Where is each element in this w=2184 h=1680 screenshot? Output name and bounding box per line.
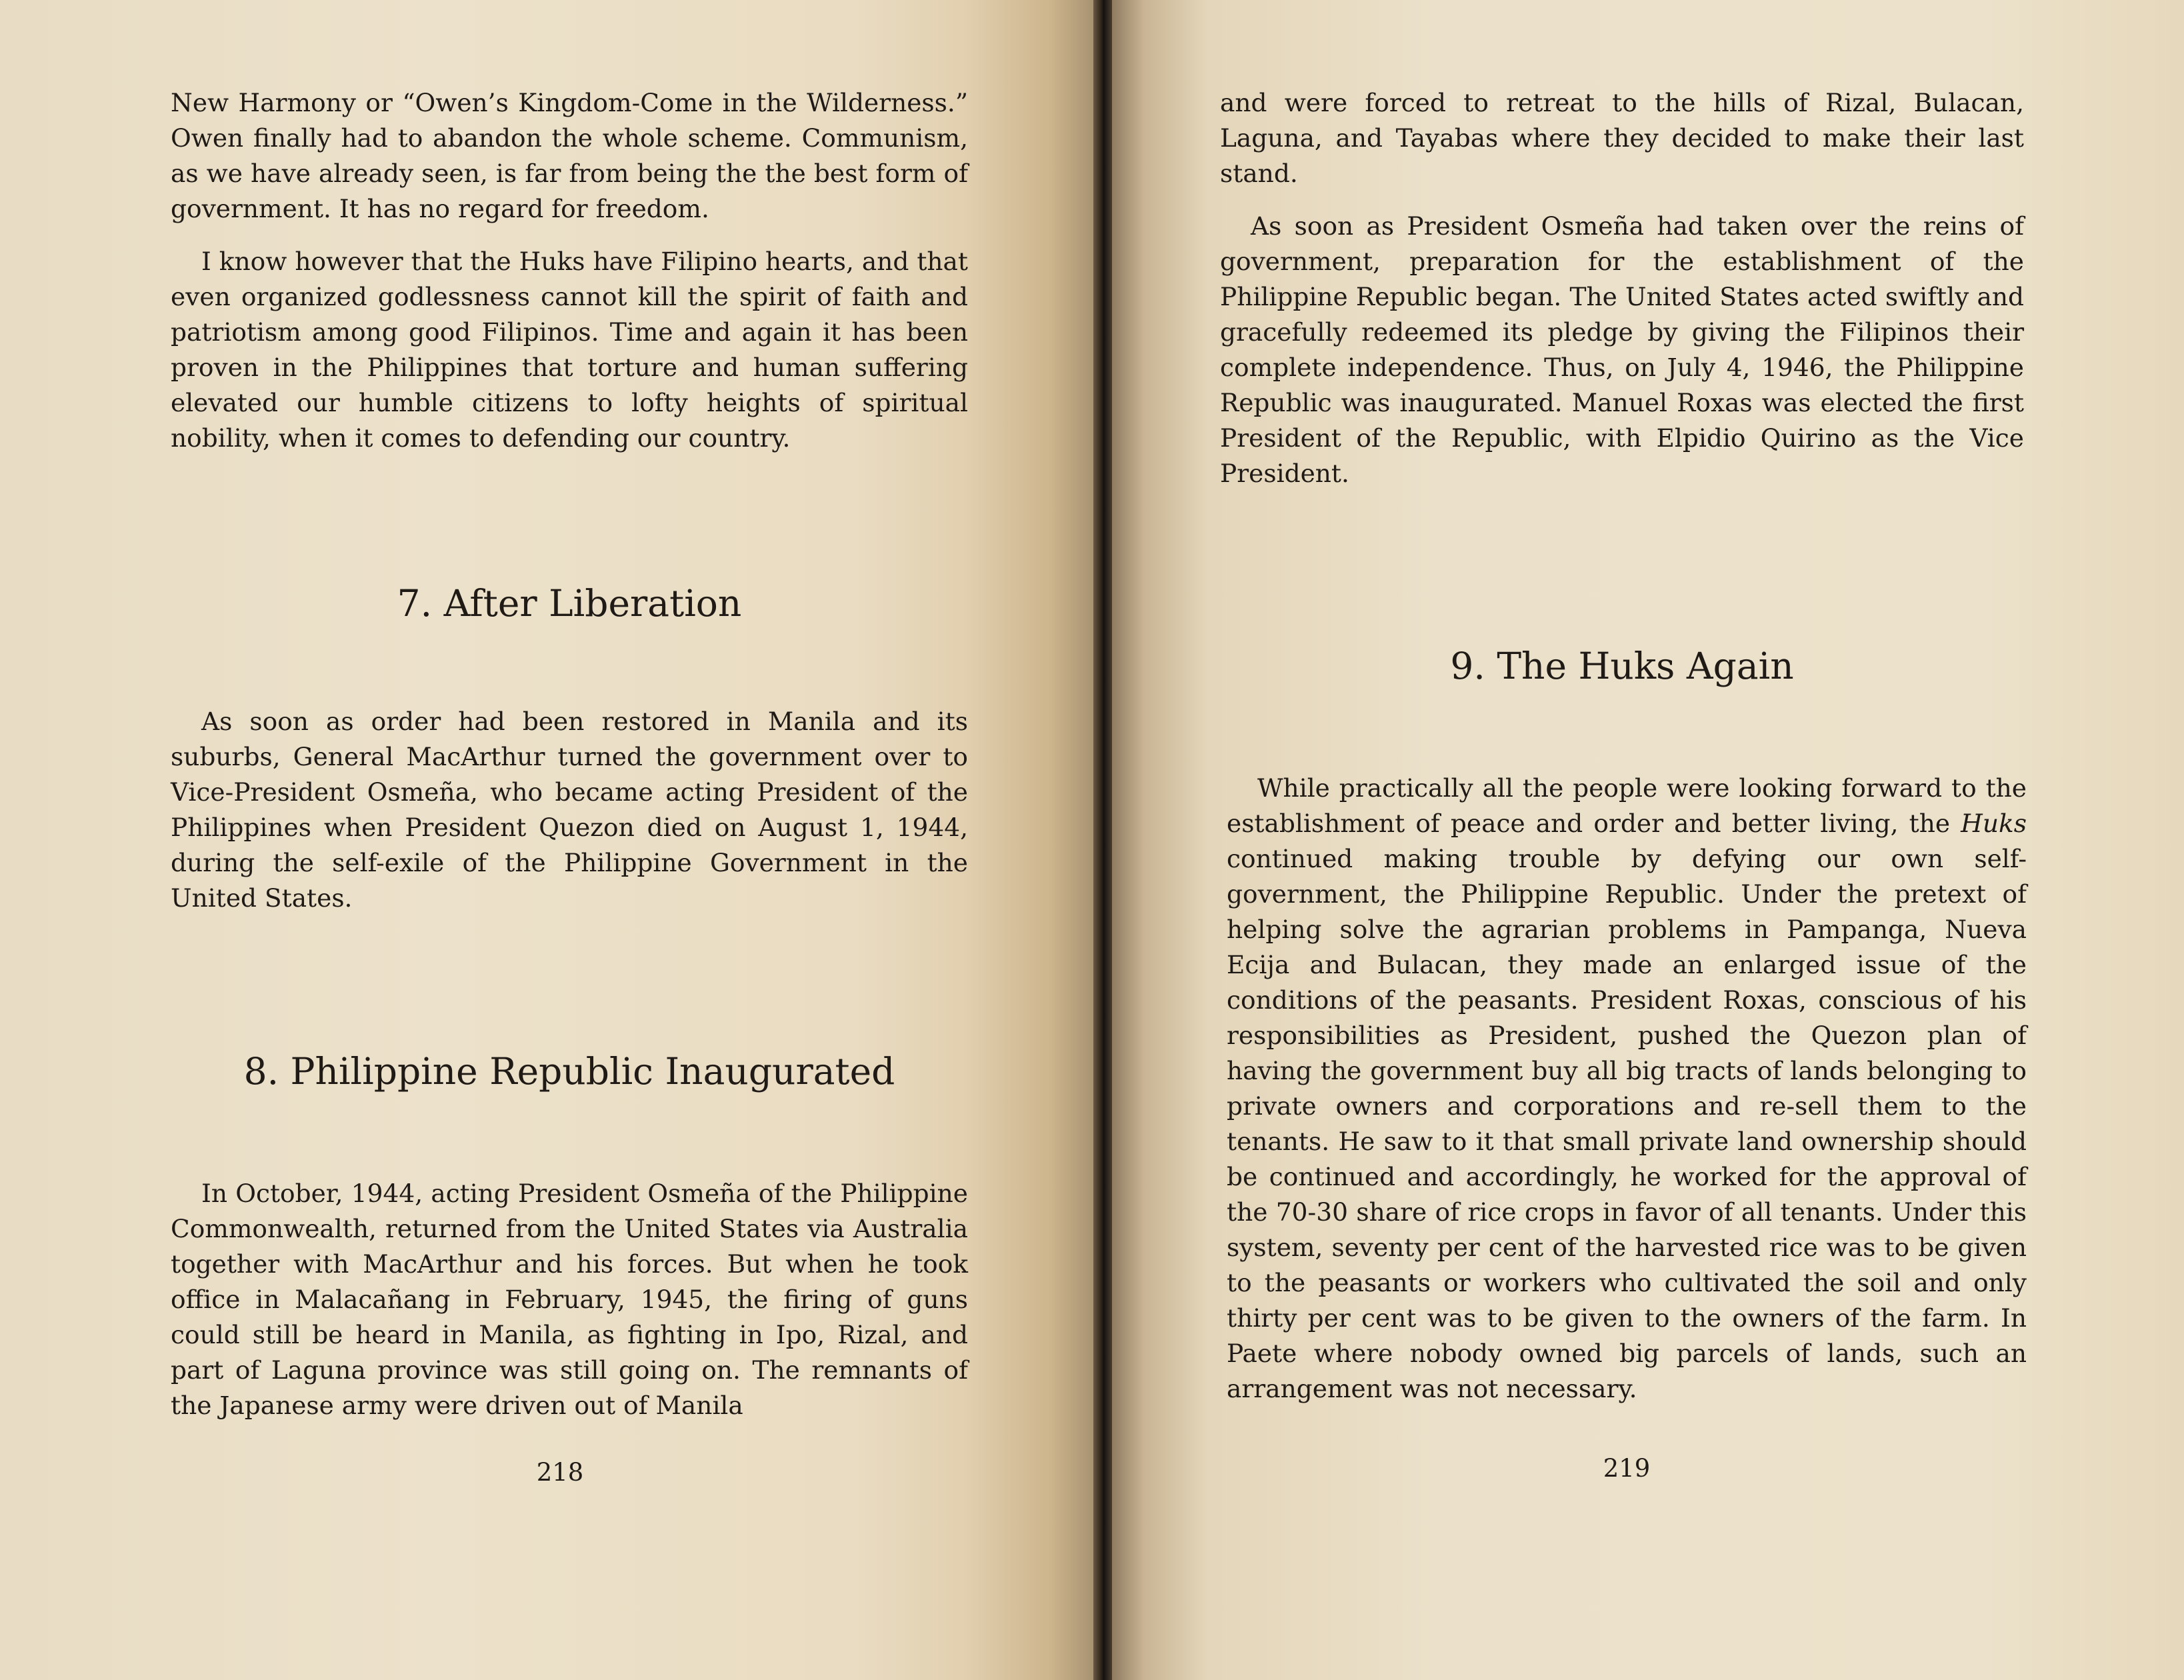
intro-paragraph-2: I know however that the Huks have Filipino hearts, and that even organized godlessness cannot kill the spirit of faith and patriotism among good Filipinos. Time and again it has been proven in the Philippines that torture and human suffering elevated our humble citizens to lofty heights of spiritual nobility, when it comes to defending our country. xyxy=(171,247,968,453)
page-number-right: 219 xyxy=(1603,1454,1651,1483)
huks-italic-term: Huks xyxy=(1961,809,2027,838)
section-9-paragraph-1 xyxy=(1227,771,2027,1407)
section-9-text xyxy=(1227,771,2027,1407)
section-9-heading: 9. The Huks Again xyxy=(1450,645,1794,687)
continued-paragraph-2: As soon as President Osmeña had taken over the reins of government, preparation for the establishment of the Philippine Republic began. The United States acted swiftly and gracefully redeemed its pledge by giving the Filipinos their complete independence. Thus, on July 4, 1946, the Philippine Republic was inaugurated. Manuel Roxas was elected the first President of the Republic, with Elpidio Quirino as the Vice President. xyxy=(1220,211,2024,488)
continued-text-block xyxy=(1220,85,2024,491)
section-7-text xyxy=(171,704,968,916)
section-8-paragraph-1: In October, 1944, acting President Osmeña of the Philippine Commonwealth, returned from the United States via Australia together with MacArthur and his forces. But when he took office in Malacañang in February, 1945, the firing of guns could still be heard in Manila, as fighting in Ipo, Rizal, and part of Laguna province was still going on. The remnants of the Japanese army were driven out of Manila xyxy=(171,1179,968,1420)
right-page xyxy=(1112,0,2184,1680)
intro-paragraph-1: New Harmony or “Owen’s Kingdom-Come in the Wilderness.” Owen finally had to abandon the whole scheme. Communism, as we have already seen, is far from being the the best form of government. It has no regard for freedom. xyxy=(171,88,968,223)
continued-paragraph-1: and were forced to retreat to the hills of Rizal, Bulacan, Laguna, and Tayabas where they decided to make their last stand. xyxy=(1220,88,2024,188)
section-8-heading: 8. Philippine Republic Inaugurated xyxy=(243,1050,895,1093)
section-9-paragraph-start: While practically all the people were looking forward to the establishment of peace and order and better living, the xyxy=(1227,773,2027,838)
section-7-paragraph-1: As soon as order had been restored in Manila and its suburbs, General MacArthur turned the government over to Vice-President Osmeña, who became acting President of the Philippines when President Quezon died on August 1, 1944, during the self-exile of the Philippine Government in the United States. xyxy=(171,707,968,913)
section-8-text xyxy=(171,1176,968,1423)
page-number-left: 218 xyxy=(536,1458,584,1487)
section-9-paragraph-rest: continued making trouble by defying our own self-government, the Philippine Republic. Under the pretext of helping solve the agrarian problems in Pampanga, Nueva Ecija and Bulacan, they made an enlarged issue of the conditions of the peasants. President Roxas, conscious of his responsibilities as President, pushed the Quezon plan of having the government buy all big tracts of lands belonging to private owners and corporations and re-sell them to the tenants. He saw to it that small private land ownership should be continued and accordingly, he worked for the approval of the 70-30 share of rice crops in favor of all tenants. Under this system, seventy per cent of the harvested rice was to be given to the peasants or workers who cultivated the soil and only thirty per cent was to be given to the owners of the farm. In Paete where nobody owned big parcels of lands, such an arrangement was not necessary. xyxy=(1227,844,2027,1403)
section-7-heading: 7. After Liberation xyxy=(397,582,742,625)
book-spine xyxy=(1093,0,1112,1680)
intro-text-block xyxy=(171,85,968,456)
